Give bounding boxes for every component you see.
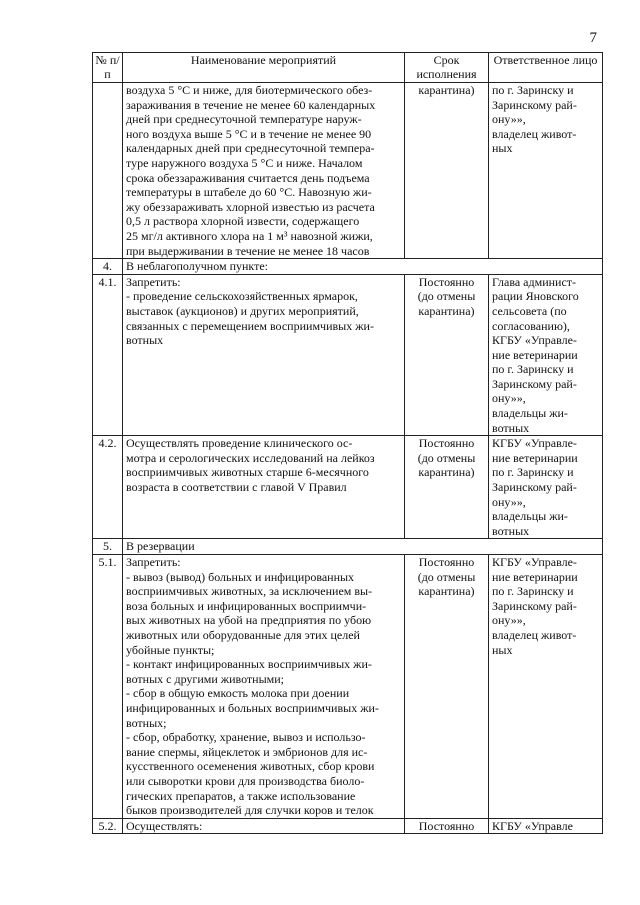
section-title: В резервации (123, 539, 603, 555)
responsible-line: по г. Заринску и (492, 83, 574, 97)
row-number: 5.1. (93, 555, 123, 819)
responsible-line: ону»», (492, 391, 526, 406)
measure-line: быков производителей для случки коров и телок (126, 803, 374, 818)
responsible-line: вотных (492, 420, 530, 435)
row-number (93, 83, 123, 259)
measure-line: вотных; (126, 715, 167, 730)
measure-line: туре наружного воздуха 5 °С и ниже. Началом (126, 155, 363, 170)
measure-text (123, 83, 405, 259)
measure-line: кусственного осеменения животных, сбор крови (126, 759, 375, 774)
responsible-cell (489, 555, 603, 819)
measure-line: восприимчивых животных старше 6-месячного (126, 465, 369, 480)
measure-line: - проведение сельскохозяйственных ярмарок, (126, 289, 358, 304)
measure-line: при выдерживании в течение не менее 18 часов (126, 243, 370, 258)
term-line: (до отмены (417, 289, 476, 304)
measure-text (123, 274, 405, 436)
row-number: 5. (93, 539, 123, 555)
term-line: Постоянно (418, 436, 475, 451)
responsible-line: по г. Заринску и (492, 465, 574, 480)
measure-line: - вывоз (вывод) больных и инфицированных (126, 569, 355, 584)
responsible-line: Глава админист- (492, 274, 577, 289)
measure-line: восприимчивых животных, за исключением вы- (126, 584, 373, 599)
measure-line: вание спермы, яйцеклеток и эмбрионов для ис- (126, 744, 368, 759)
measure-line: - сбор, обработку, хранение, вывоз и использо- (126, 730, 366, 745)
measure-line: - контакт инфицированных восприимчивых жи- (126, 657, 372, 672)
responsible-line: сельсовета (по (492, 303, 567, 318)
term-line: Постоянно (418, 555, 475, 569)
measure-line: инфицированных и больных восприимчивых жи- (126, 700, 379, 715)
table-row (93, 83, 603, 259)
measure-line: Запретить: (126, 555, 181, 569)
measure-line: воза больных и инфицированных восприимчи- (126, 598, 367, 613)
measure-line: Осуществлять: (126, 818, 203, 833)
measure-line: возраста в соответствии с главой V Правил (126, 480, 347, 495)
measure-line: Осуществлять проведение клинического ос- (126, 436, 353, 451)
page-number: 7 (589, 30, 597, 46)
term-line: карантина) (418, 465, 475, 480)
measure-line: 25 мг/л активного хлора на 1 м³ навозной жижи, (126, 228, 373, 243)
responsible-cell (489, 83, 603, 259)
term-cell (405, 436, 489, 539)
responsible-line: Заринскому рай- (492, 97, 577, 112)
responsible-line: КГБУ «Управле- (492, 555, 577, 569)
term-line: карантина) (418, 303, 475, 318)
table-row (93, 274, 603, 436)
term-cell (405, 818, 489, 834)
measure-line: или сыворотки крови для производства биоло- (126, 773, 365, 788)
table-row (93, 555, 603, 819)
responsible-line: по г. Заринску и (492, 584, 574, 599)
term-line: Постоянно (418, 818, 475, 833)
header-term: Срок исполнения (405, 53, 489, 83)
measure-line: температуры в штабеле до 60 °С. Навозную жи- (126, 185, 372, 200)
responsible-line: Заринскому рай- (492, 480, 577, 495)
responsible-cell (489, 436, 603, 539)
measure-line: воздуха 5 °С и ниже, для биотермического обез- (126, 83, 373, 97)
header-num: № п/п (93, 53, 123, 83)
responsible-line: КГБУ «Управле- (492, 436, 577, 451)
responsible-line: Заринскому рай- (492, 376, 577, 391)
row-number: 4. (93, 259, 123, 275)
measure-line: срока обеззараживания считается день подъема (126, 170, 370, 185)
responsible-line: КГБУ «Управле (492, 818, 573, 833)
responsible-line: ону»», (492, 613, 526, 628)
measure-line: дней при среднесуточной температуре наруж- (126, 112, 362, 127)
section-row (93, 259, 603, 275)
measure-line: Запретить: (126, 274, 181, 289)
responsible-line: владелец живот- (492, 627, 577, 642)
responsible-line: согласованию), (492, 318, 570, 333)
responsible-line: Заринскому рай- (492, 598, 577, 613)
term-cell (405, 83, 489, 259)
row-number: 5.2. (93, 818, 123, 834)
responsible-line: ние ветеринарии (492, 347, 578, 362)
measure-line: гических препаратов, а также использование (126, 788, 356, 803)
measure-line: убойные пункты; (126, 642, 215, 657)
responsible-line: владельцы жи- (492, 509, 568, 524)
table-body (93, 83, 603, 834)
term-line: карантина) (418, 83, 475, 97)
responsible-line: владельцы жи- (492, 406, 568, 421)
measure-line: зараживания в течение не менее 60 календарных (126, 97, 376, 112)
measure-line: вотных с другими животными; (126, 671, 285, 686)
responsible-line: ных (492, 141, 513, 156)
header-name: Наименование мероприятий (123, 53, 405, 83)
measure-line: ного воздуха выше 5 °С и в течение не менее 90 (126, 126, 372, 141)
term-cell (405, 555, 489, 819)
measure-line: животных или оборудованные для этих целей (126, 627, 360, 642)
term-line: (до отмены (417, 450, 476, 465)
measure-text (123, 818, 405, 834)
row-number: 4.1. (93, 274, 123, 436)
responsible-cell (489, 818, 603, 834)
responsible-line: владелец живот- (492, 126, 577, 141)
responsible-line: ние ветеринарии (492, 450, 578, 465)
responsible-line: ону»», (492, 494, 526, 509)
responsible-line: КГБУ «Управле- (492, 333, 577, 348)
measure-line: мотра и серологических исследований на лейкоз (126, 450, 375, 465)
section-row (93, 539, 603, 555)
measure-line: связанных с перемещением восприимчивых жи- (126, 318, 374, 333)
measure-line: вотных (126, 333, 164, 348)
table-row (93, 436, 603, 539)
term-line: Постоянно (418, 274, 475, 289)
measure-line: выставок (аукционов) и других мероприятий, (126, 303, 359, 318)
responsible-line: рации Яновского (492, 289, 579, 304)
measure-line: 0,5 л раствора хлорной извести, содержащего (126, 214, 360, 229)
responsible-line: ние ветеринарии (492, 569, 578, 584)
table-row (93, 818, 603, 834)
term-line: карантина) (418, 584, 475, 599)
measure-line: - сбор в общую емкость молока при доении (126, 686, 350, 701)
measure-line: жу обеззараживать хлорной известью из расчета (126, 199, 375, 214)
header-responsible: Ответственное лицо (489, 53, 603, 83)
measure-text (123, 436, 405, 539)
responsible-line: по г. Заринску и (492, 362, 574, 377)
measures-table (92, 52, 603, 834)
measure-line: календарных дней при среднесуточной темпера- (126, 141, 375, 156)
responsible-line: ных (492, 642, 513, 657)
responsible-line: ону»», (492, 112, 526, 127)
row-number: 4.2. (93, 436, 123, 539)
term-line: (до отмены (417, 569, 476, 584)
term-cell (405, 274, 489, 436)
measure-line: вых животных на убой на предприятия по убою (126, 613, 372, 628)
measure-text (123, 555, 405, 819)
responsible-line: вотных (492, 523, 530, 538)
section-title: В неблагополучном пункте: (123, 259, 603, 275)
table-header (93, 53, 603, 83)
responsible-cell (489, 274, 603, 436)
